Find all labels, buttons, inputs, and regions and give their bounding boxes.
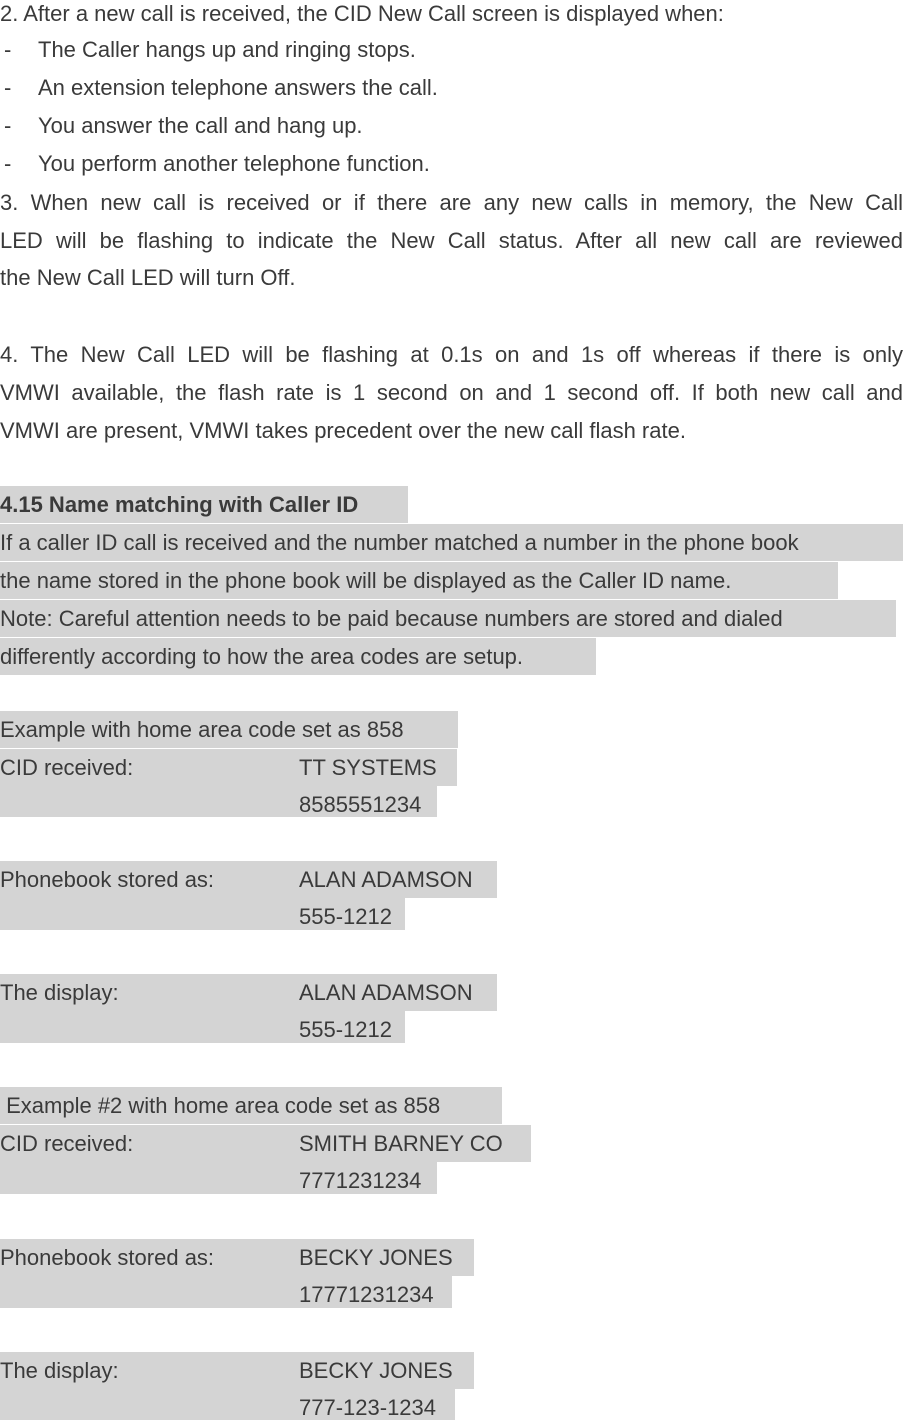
section-heading: 4.15 Name matching with Caller ID [0, 486, 408, 523]
display-label: The display: [0, 1358, 119, 1383]
bullet-item [0, 69, 903, 106]
example-title: Example #2 with home area code set as 858 [0, 1087, 502, 1124]
paragraph-3-line: 3. When new call is received or if there are any new calls in memory, the New Call [0, 190, 903, 215]
display-name: BECKY JONES [299, 1358, 453, 1383]
cid-label: CID received: [0, 755, 134, 780]
example-title: Example with home area code set as 858 [0, 711, 458, 748]
bullet-item [0, 107, 903, 144]
phonebook-name: BECKY JONES [299, 1245, 453, 1270]
bullet-dash: - [4, 151, 12, 176]
display-number: 777-123-1234 [299, 1395, 437, 1420]
phonebook-number: 17771231234 [299, 1282, 434, 1307]
bullet-dash: - [4, 75, 12, 100]
display-label: The display: [0, 980, 119, 1005]
paragraph-4-line: 4. The New Call LED will be flashing at 0.1s on and 1s off whereas if there is only [0, 342, 903, 367]
bullet-text: You answer the call and hang up. [38, 113, 363, 138]
paragraph-3-line: LED will be flashing to indicate the New Call status. After all new call are reviewed [0, 228, 903, 253]
cid-number: 7771231234 [299, 1168, 422, 1193]
section-line: differently according to how the area codes are setup. [0, 638, 596, 675]
phonebook-name: ALAN ADAMSON [299, 867, 473, 892]
section-line: If a caller ID call is received and the number matched a number in the phone book [0, 524, 903, 561]
phonebook-label: Phonebook stored as: [0, 867, 215, 892]
display-number: 555-1212 [299, 1017, 392, 1042]
phonebook-number: 555-1212 [299, 904, 392, 929]
bullet-text: You perform another telephone function. [38, 151, 430, 176]
intro-line: 2. After a new call is received, the CID New Call screen is displayed when: [0, 1, 724, 26]
bullet-text: The Caller hangs up and ringing stops. [38, 37, 416, 62]
display-name: ALAN ADAMSON [299, 980, 473, 1005]
cid-label: CID received: [0, 1131, 134, 1156]
bullet-item [0, 31, 903, 68]
section-line: Note: Careful attention needs to be paid because numbers are stored and dialed [0, 600, 896, 637]
paragraph-4-line: VMWI are present, VMWI takes precedent over the new call flash rate. [0, 418, 686, 443]
paragraph-4-line: VMWI available, the flash rate is 1 second on and 1 second off. If both new call and [0, 380, 903, 405]
phonebook-label: Phonebook stored as: [0, 1245, 215, 1270]
bullet-item [0, 145, 903, 182]
bullet-dash: - [4, 37, 12, 62]
bullet-dash: - [4, 113, 12, 138]
cid-number: 8585551234 [299, 792, 422, 817]
cid-name: TT SYSTEMS [299, 755, 437, 780]
paragraph-3-line: the New Call LED will turn Off. [0, 265, 296, 290]
section-line: the name stored in the phone book will be displayed as the Caller ID name. [0, 562, 838, 599]
bullet-text: An extension telephone answers the call. [38, 75, 438, 100]
cid-name: SMITH BARNEY CO [299, 1131, 503, 1156]
